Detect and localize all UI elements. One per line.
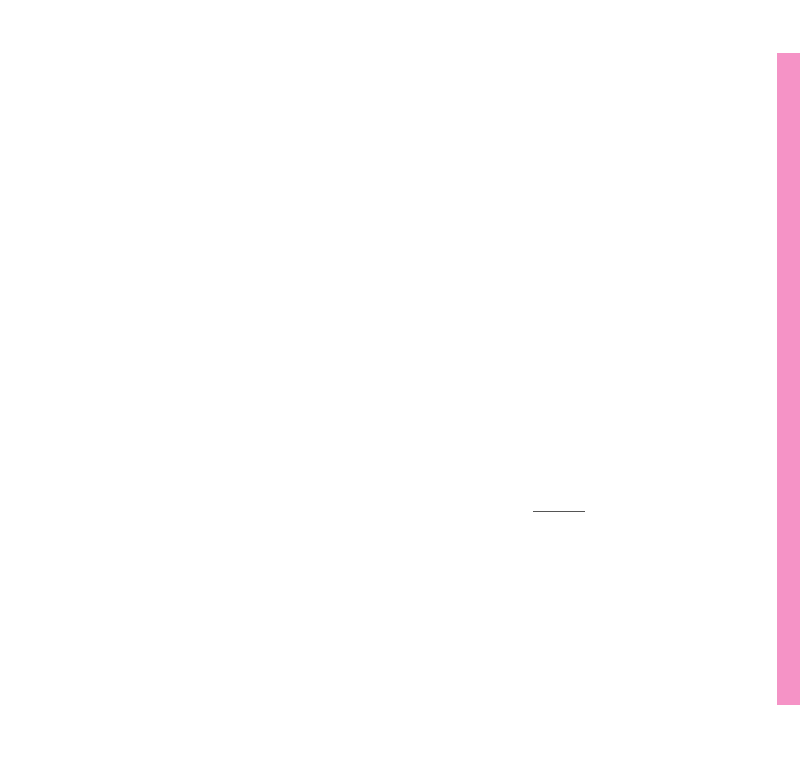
legend-item: [530, 688, 576, 702]
legend-item: [530, 604, 576, 618]
legend-item: [530, 627, 576, 641]
legend-item: [530, 648, 576, 662]
legend-item: [530, 538, 576, 552]
legend-item: [530, 581, 576, 595]
legend-rule: [533, 511, 585, 512]
pink-side-bar: [777, 53, 800, 705]
legend-item: [530, 557, 576, 571]
legend-item: [530, 668, 576, 682]
